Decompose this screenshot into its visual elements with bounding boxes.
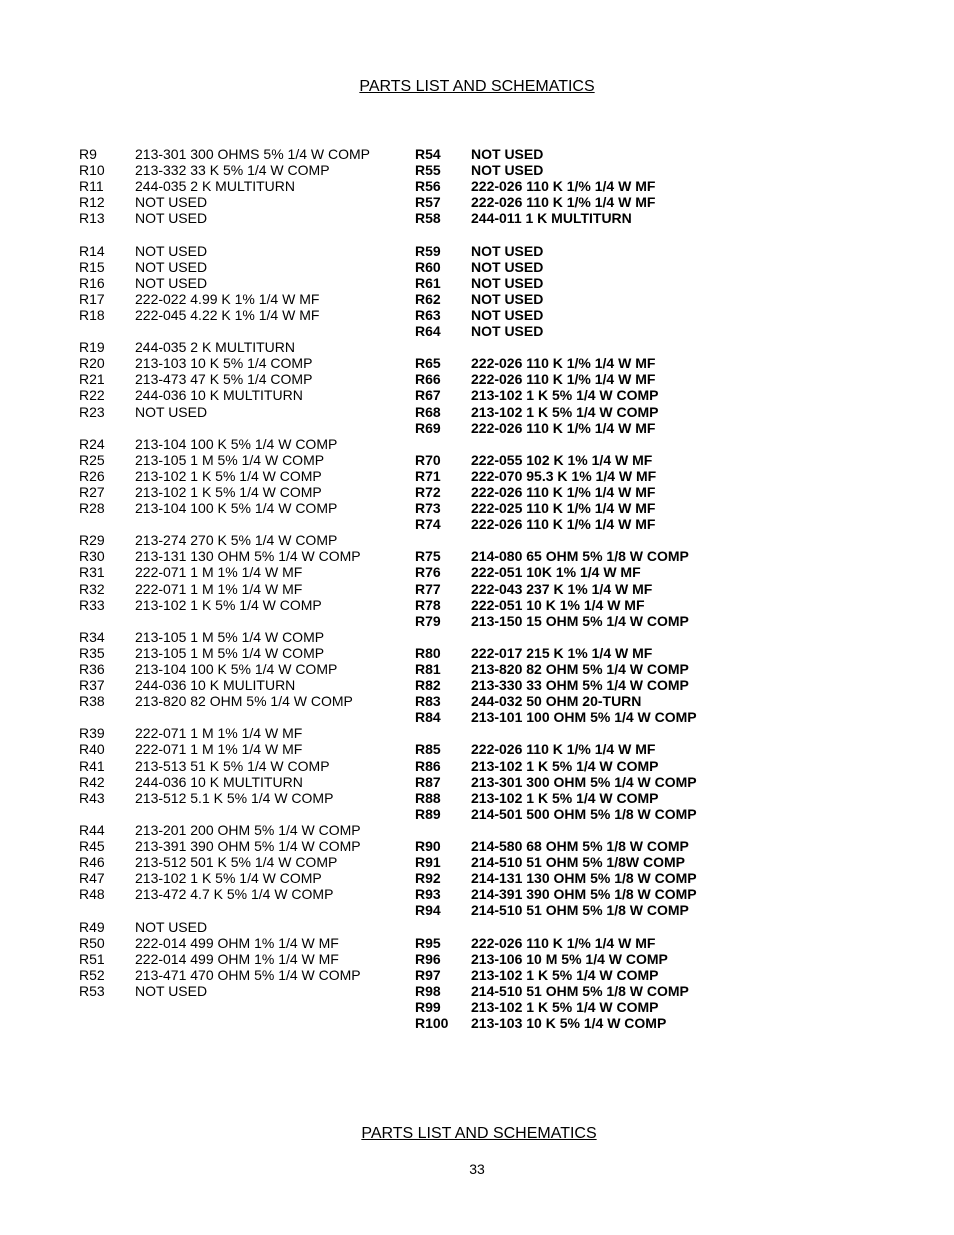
parts-list-row	[415, 162, 697, 178]
parts-list-row	[415, 564, 697, 580]
part-reference: R62	[415, 290, 441, 307]
part-reference: R19	[79, 339, 105, 356]
footer-title: PARTS LIST AND SCHEMATICS	[361, 1125, 597, 1142]
parts-list-right-column	[415, 146, 697, 1031]
part-description: NOT USED	[135, 210, 208, 227]
part-reference: R48	[79, 886, 105, 903]
part-description: 213-105 1 M 5% 1/4 W COMP	[135, 451, 325, 468]
part-description: 244-036 10 K MULTITURN	[135, 773, 303, 790]
parts-list-row	[79, 677, 370, 693]
parts-list-row	[79, 291, 370, 307]
part-description: NOT USED	[471, 290, 544, 307]
part-reference: R90	[415, 838, 441, 855]
parts-list-row	[415, 387, 697, 403]
parts-list-row	[415, 902, 697, 918]
part-description: 213-473 47 K 5% 1/4 COMP	[135, 371, 313, 388]
part-reference: R78	[415, 596, 441, 613]
parts-list-row	[79, 548, 370, 564]
part-reference: R99	[415, 998, 441, 1015]
parts-list-row	[415, 967, 697, 983]
part-reference: R43	[79, 789, 105, 806]
part-reference: R13	[79, 210, 105, 227]
part-reference: R93	[415, 886, 441, 903]
parts-list-row	[415, 404, 697, 420]
part-description: 244-035 2 K MULTITURN	[135, 339, 296, 356]
part-description: NOT USED	[135, 403, 208, 420]
part-reference: R82	[415, 677, 441, 694]
parts-list-row	[79, 404, 370, 420]
parts-list-row	[415, 790, 697, 806]
part-description: 214-510 51 OHM 5% 1/8W COMP	[471, 854, 685, 871]
part-reference: R60	[415, 258, 441, 275]
parts-list-row	[415, 178, 697, 194]
part-description: 213-820 82 OHM 5% 1/4 W COMP	[471, 661, 689, 677]
part-description: 213-301 300 OHMS 5% 1/4 W COMP	[135, 146, 370, 162]
part-reference: R100	[415, 1015, 449, 1032]
part-description: 213-471 470 OHM 5% 1/4 W COMP	[135, 966, 361, 983]
parts-list-row	[415, 323, 697, 339]
part-description: 213-102 1 K 5% 1/4 W COMP	[471, 966, 659, 983]
part-reference: R24	[79, 435, 105, 452]
part-description: 213-105 1 M 5% 1/4 W COMP	[135, 628, 325, 645]
page-number: 33	[469, 1161, 485, 1177]
parts-list-row	[415, 484, 697, 500]
part-description: NOT USED	[471, 306, 544, 323]
parts-list-row	[415, 307, 697, 323]
part-reference: R32	[79, 580, 105, 597]
parts-list-row	[415, 1015, 697, 1031]
part-description: 244-035 2 K MULTITURN	[135, 178, 296, 195]
part-description: 214-580 68 OHM 5% 1/8 W COMP	[471, 838, 689, 855]
part-reference: R61	[415, 274, 441, 291]
part-description: 244-011 1 K MULTITURN	[471, 210, 632, 227]
part-description: 213-104 100 K 5% 1/4 W COMP	[135, 500, 338, 517]
parts-list-row	[79, 919, 370, 935]
part-reference: R74	[415, 516, 441, 533]
part-description: NOT USED	[471, 258, 544, 275]
parts-list-row	[79, 387, 370, 403]
part-reference: R58	[415, 210, 441, 227]
part-reference: R28	[79, 500, 105, 517]
part-description: 222-014 499 OHM 1% 1/4 W MF	[135, 934, 339, 951]
part-description: 213-131 130 OHM 5% 1/4 W COMP	[135, 548, 361, 565]
parts-list-row	[79, 355, 370, 371]
part-reference: R79	[415, 612, 441, 629]
parts-list-row	[79, 339, 370, 355]
part-reference: R30	[79, 548, 105, 565]
parts-list-row	[415, 613, 697, 629]
row-spacer	[415, 629, 697, 645]
part-reference: R29	[79, 532, 105, 549]
part-reference: R91	[415, 854, 441, 871]
part-reference: R95	[415, 934, 441, 951]
part-reference: R42	[79, 773, 105, 790]
part-reference: R34	[79, 628, 105, 645]
part-description: 222-070 95.3 K 1% 1/4 W MF	[471, 467, 657, 484]
part-description: 213-102 1 K 5% 1/4 W COMP	[135, 596, 322, 613]
part-reference: R37	[79, 677, 105, 694]
part-description: 222-022 4.99 K 1% 1/4 W MF	[135, 290, 320, 307]
part-description: NOT USED	[135, 242, 208, 259]
part-description: 213-101 100 OHM 5% 1/4 W COMP	[471, 709, 697, 726]
parts-list-row	[415, 194, 697, 210]
part-description: NOT USED	[471, 242, 544, 259]
part-reference: R88	[415, 789, 441, 806]
parts-list-row	[79, 146, 370, 162]
row-spacer	[79, 902, 370, 918]
parts-list-row	[79, 693, 370, 709]
parts-list-row	[415, 645, 697, 661]
parts-list-row	[79, 870, 370, 886]
parts-list-row	[415, 886, 697, 902]
part-reference: R81	[415, 661, 441, 677]
parts-list-row	[79, 194, 370, 210]
row-spacer	[415, 725, 697, 741]
part-reference: R68	[415, 403, 441, 420]
part-description: 213-102 1 K 5% 1/4 W COMP	[135, 870, 322, 887]
part-description: 213-201 200 OHM 5% 1/4 W COMP	[135, 821, 361, 838]
part-description: 222-017 215 K 1% 1/4 W MF	[471, 644, 653, 661]
part-description: 213-391 390 OHM 5% 1/4 W COMP	[135, 838, 361, 855]
parts-list-row	[415, 548, 697, 564]
part-reference: R20	[79, 355, 105, 372]
parts-list-row	[79, 774, 370, 790]
row-spacer	[79, 516, 370, 532]
parts-list-row	[415, 806, 697, 822]
part-description: 222-014 499 OHM 1% 1/4 W MF	[135, 950, 339, 967]
part-description: 213-512 501 K 5% 1/4 W COMP	[135, 854, 338, 871]
part-reference: R59	[415, 242, 441, 259]
parts-list-row	[79, 210, 370, 226]
parts-list-row	[415, 774, 697, 790]
part-description: 244-032 50 OHM 20-TURN	[471, 693, 642, 710]
part-description: NOT USED	[135, 194, 208, 211]
parts-list-row	[415, 597, 697, 613]
parts-list-row	[79, 645, 370, 661]
part-reference: R39	[79, 725, 105, 742]
part-reference: R40	[79, 741, 105, 758]
part-reference: R38	[79, 693, 105, 710]
part-reference: R86	[415, 757, 441, 774]
part-description: 213-820 82 OHM 5% 1/4 W COMP	[135, 693, 353, 710]
part-description: 213-102 1 K 5% 1/4 W COMP	[135, 467, 322, 484]
part-reference: R76	[415, 564, 441, 581]
part-reference: R66	[415, 371, 441, 388]
parts-list-row	[79, 967, 370, 983]
part-reference: R83	[415, 693, 441, 710]
parts-list-row	[79, 564, 370, 580]
part-description: NOT USED	[471, 323, 544, 340]
part-reference: R69	[415, 419, 441, 436]
parts-list-row	[79, 532, 370, 548]
parts-list-row	[79, 452, 370, 468]
part-reference: R63	[415, 306, 441, 323]
parts-list-row	[415, 146, 697, 162]
parts-list-row	[79, 178, 370, 194]
part-reference: R44	[79, 821, 105, 838]
part-description: 222-025 110 K 1/% 1/4 W MF	[471, 500, 656, 517]
parts-list-row	[415, 291, 697, 307]
parts-list-row	[79, 854, 370, 870]
part-description: 222-071 1 M 1% 1/4 W MF	[135, 564, 303, 581]
parts-list-row	[415, 951, 697, 967]
part-reference: R71	[415, 467, 441, 484]
part-reference: R9	[79, 146, 97, 162]
parts-list-row	[415, 709, 697, 725]
parts-list-row	[79, 436, 370, 452]
part-description: 222-026 110 K 1/% 1/4 W MF	[471, 355, 656, 372]
row-spacer	[79, 226, 370, 242]
parts-list-row	[79, 468, 370, 484]
parts-list-row	[415, 243, 697, 259]
part-reference: R64	[415, 323, 441, 340]
part-description: 213-513 51 K 5% 1/4 W COMP	[135, 757, 330, 774]
parts-list-row	[415, 838, 697, 854]
parts-list-row	[79, 983, 370, 999]
part-reference: R46	[79, 854, 105, 871]
parts-list-row	[415, 693, 697, 709]
parts-list-row	[79, 741, 370, 757]
part-description: 214-131 130 OHM 5% 1/8 W COMP	[471, 870, 697, 887]
parts-list-row	[79, 162, 370, 178]
part-reference: R85	[415, 741, 441, 758]
part-description: 214-501 500 OHM 5% 1/8 W COMP	[471, 805, 697, 822]
parts-list-row	[79, 259, 370, 275]
part-reference: R27	[79, 483, 105, 500]
part-reference: R31	[79, 564, 105, 581]
part-reference: R70	[415, 451, 441, 468]
part-reference: R22	[79, 387, 105, 404]
part-reference: R12	[79, 194, 105, 211]
parts-list-row	[79, 790, 370, 806]
part-description: 222-045 4.22 K 1% 1/4 W MF	[135, 306, 320, 323]
part-description: 213-332 33 K 5% 1/4 W COMP	[135, 162, 330, 179]
parts-list-row	[415, 516, 697, 532]
part-reference: R98	[415, 982, 441, 999]
parts-list-row	[79, 243, 370, 259]
part-reference: R25	[79, 451, 105, 468]
part-description: 213-150 15 OHM 5% 1/4 W COMP	[471, 612, 689, 629]
part-description: 213-512 5.1 K 5% 1/4 W COMP	[135, 789, 334, 806]
part-reference: R36	[79, 661, 105, 677]
parts-list-row	[415, 935, 697, 951]
part-description: 222-026 110 K 1/% 1/4 W MF	[471, 178, 656, 195]
part-description: 213-102 1 K 5% 1/4 W COMP	[471, 757, 659, 774]
part-reference: R87	[415, 773, 441, 790]
part-reference: R92	[415, 870, 441, 887]
parts-list-row	[79, 275, 370, 291]
parts-list-row	[415, 581, 697, 597]
row-spacer	[415, 339, 697, 355]
part-description: 213-106 10 M 5% 1/4 W COMP	[471, 950, 668, 967]
parts-list-row	[415, 452, 697, 468]
part-description: 222-026 110 K 1/% 1/4 W MF	[471, 483, 656, 500]
part-reference: R65	[415, 355, 441, 372]
row-spacer	[79, 323, 370, 339]
part-reference: R80	[415, 644, 441, 661]
parts-list-row	[415, 741, 697, 757]
part-description: 214-080 65 OHM 5% 1/8 W COMP	[471, 548, 689, 565]
part-reference: R54	[415, 146, 441, 162]
part-description: 222-026 110 K 1/% 1/4 W MF	[471, 741, 656, 758]
part-description: 222-026 110 K 1/% 1/4 W MF	[471, 419, 656, 436]
part-description: NOT USED	[471, 162, 544, 179]
part-description: 222-026 110 K 1/% 1/4 W MF	[471, 194, 656, 211]
part-reference: R53	[79, 982, 105, 999]
part-description: 222-051 10K 1% 1/4 W MF	[471, 564, 641, 581]
row-spacer	[415, 919, 697, 935]
part-reference: R73	[415, 500, 441, 517]
part-description: 222-026 110 K 1/% 1/4 W MF	[471, 934, 656, 951]
part-reference: R23	[79, 403, 105, 420]
part-description: 244-036 10 K MULTITURN	[135, 387, 303, 404]
parts-list-row	[415, 870, 697, 886]
row-spacer	[415, 226, 697, 242]
part-description: 213-301 300 OHM 5% 1/4 W COMP	[471, 773, 697, 790]
row-spacer	[79, 806, 370, 822]
part-reference: R89	[415, 805, 441, 822]
part-description: 213-104 100 K 5% 1/4 W COMP	[135, 661, 338, 677]
part-description: 214-391 390 OHM 5% 1/8 W COMP	[471, 886, 697, 903]
row-spacer	[79, 420, 370, 436]
part-description: NOT USED	[135, 918, 208, 935]
part-description: 222-051 10 K 1% 1/4 W MF	[471, 596, 645, 613]
row-spacer	[415, 532, 697, 548]
part-description: 214-510 51 OHM 5% 1/8 W COMP	[471, 902, 689, 919]
part-description: 222-071 1 M 1% 1/4 W MF	[135, 741, 303, 758]
part-reference: R14	[79, 242, 105, 259]
parts-list-row	[79, 629, 370, 645]
part-description: 213-330 33 OHM 5% 1/4 W COMP	[471, 677, 689, 694]
part-description: 214-510 51 OHM 5% 1/8 W COMP	[471, 982, 689, 999]
parts-list-row	[415, 758, 697, 774]
part-description: 213-102 1 K 5% 1/4 W COMP	[471, 998, 659, 1015]
part-description: 213-104 100 K 5% 1/4 W COMP	[135, 435, 338, 452]
parts-list-row	[79, 597, 370, 613]
parts-list-row	[415, 210, 697, 226]
part-reference: R18	[79, 306, 105, 323]
parts-list-row	[79, 500, 370, 516]
parts-list-row	[79, 951, 370, 967]
part-reference: R57	[415, 194, 441, 211]
parts-list-row	[79, 661, 370, 677]
part-description: 213-102 1 K 5% 1/4 W COMP	[135, 483, 322, 500]
part-description: 213-102 1 K 5% 1/4 W COMP	[471, 387, 659, 404]
part-reference: R11	[79, 178, 104, 195]
part-description: NOT USED	[135, 982, 208, 999]
part-description: 222-055 102 K 1% 1/4 W MF	[471, 451, 653, 468]
parts-list-row	[79, 822, 370, 838]
part-reference: R51	[79, 950, 105, 967]
parts-list-row	[415, 371, 697, 387]
part-reference: R97	[415, 966, 441, 983]
parts-list-row	[415, 854, 697, 870]
part-description: 213-102 1 K 5% 1/4 W COMP	[471, 403, 659, 420]
parts-list-row	[415, 420, 697, 436]
part-description: 213-103 10 K 5% 1/4 W COMP	[471, 1015, 667, 1032]
part-reference: R94	[415, 902, 441, 919]
parts-list-row	[415, 500, 697, 516]
row-spacer	[79, 709, 370, 725]
part-description: 222-043 237 K 1% 1/4 W MF	[471, 580, 653, 597]
parts-list-row	[79, 886, 370, 902]
part-reference: R56	[415, 178, 441, 195]
part-reference: R55	[415, 162, 441, 179]
part-reference: R21	[79, 371, 105, 388]
part-description: 213-472 4.7 K 5% 1/4 W COMP	[135, 886, 334, 903]
parts-list-row	[415, 468, 697, 484]
row-spacer	[79, 613, 370, 629]
parts-list-row	[415, 999, 697, 1015]
parts-list-row	[79, 484, 370, 500]
part-reference: R67	[415, 387, 441, 404]
part-reference: R10	[79, 162, 105, 179]
part-description: 213-105 1 M 5% 1/4 W COMP	[135, 644, 325, 661]
part-description: NOT USED	[135, 274, 208, 291]
parts-list-left-column	[79, 146, 370, 999]
page-title: PARTS LIST AND SCHEMATICS	[359, 78, 595, 95]
part-reference: R49	[79, 918, 105, 935]
row-spacer	[415, 436, 697, 452]
part-reference: R26	[79, 467, 105, 484]
part-reference: R15	[79, 258, 105, 275]
parts-list-row	[415, 661, 697, 677]
part-reference: R75	[415, 548, 441, 565]
part-description: NOT USED	[471, 274, 544, 291]
part-reference: R77	[415, 580, 441, 597]
part-description: 222-071 1 M 1% 1/4 W MF	[135, 580, 303, 597]
part-description: NOT USED	[135, 258, 208, 275]
part-reference: R72	[415, 483, 441, 500]
part-reference: R41	[79, 757, 105, 774]
part-reference: R16	[79, 274, 105, 291]
parts-list-row	[415, 259, 697, 275]
part-reference: R35	[79, 644, 105, 661]
part-reference: R45	[79, 838, 105, 855]
parts-list-row	[79, 838, 370, 854]
part-reference: R96	[415, 950, 441, 967]
row-spacer	[415, 822, 697, 838]
parts-list-row	[415, 355, 697, 371]
part-description: 222-026 110 K 1/% 1/4 W MF	[471, 516, 656, 533]
parts-list-row	[79, 371, 370, 387]
part-description: 213-103 10 K 5% 1/4 COMP	[135, 355, 313, 372]
part-reference: R84	[415, 709, 441, 726]
parts-list-row	[415, 983, 697, 999]
part-reference: R52	[79, 966, 105, 983]
parts-list-row	[415, 677, 697, 693]
parts-list-row	[79, 758, 370, 774]
part-description: 213-274 270 K 5% 1/4 W COMP	[135, 532, 338, 549]
parts-list-row	[79, 307, 370, 323]
part-description: NOT USED	[471, 146, 544, 162]
parts-list-row	[79, 935, 370, 951]
part-reference: R47	[79, 870, 105, 887]
parts-list-row	[79, 581, 370, 597]
part-description: 213-102 1 K 5% 1/4 W COMP	[471, 789, 659, 806]
part-description: 222-071 1 M 1% 1/4 W MF	[135, 725, 303, 742]
part-reference: R17	[79, 290, 105, 307]
parts-list-row	[79, 725, 370, 741]
part-reference: R33	[79, 596, 105, 613]
parts-list-row	[415, 275, 697, 291]
part-description: 222-026 110 K 1/% 1/4 W MF	[471, 371, 656, 388]
part-reference: R50	[79, 934, 105, 951]
part-description: 244-036 10 K MULITURN	[135, 677, 296, 694]
